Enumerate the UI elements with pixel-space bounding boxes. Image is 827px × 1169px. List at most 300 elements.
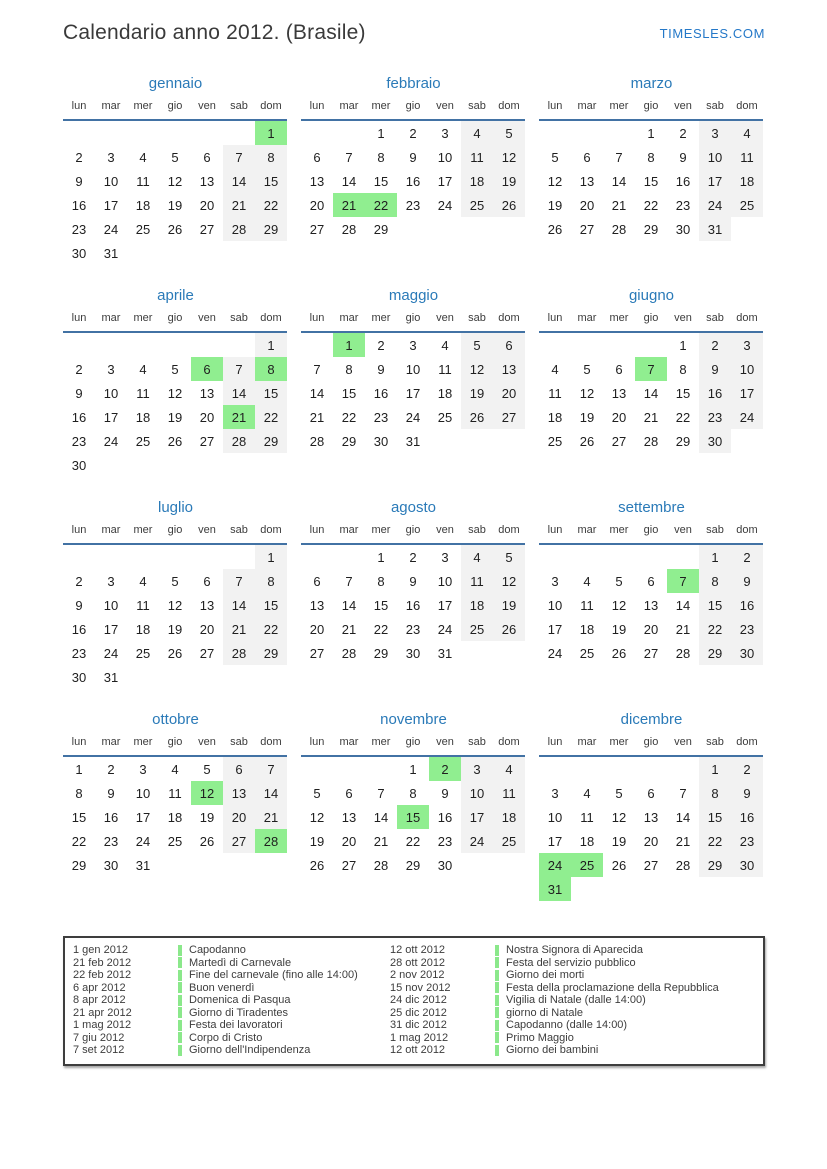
weekday-label: lun <box>539 309 571 332</box>
day-cell-empty <box>223 665 255 689</box>
day-cell: 16 <box>405 597 421 613</box>
legend-holiday-name: Giorno dell'Indipendenza <box>189 1044 311 1057</box>
day-cell: 28 <box>373 857 389 873</box>
day-cell-empty <box>301 756 333 781</box>
day-cell: 26 <box>579 433 595 449</box>
week-row <box>63 357 287 381</box>
month-febbraio <box>301 70 526 282</box>
legend-date: 28 ott 2012 <box>390 956 446 969</box>
day-cell: 16 <box>373 385 389 401</box>
day-cell: 19 <box>199 809 215 825</box>
day-cell: 5 <box>313 785 321 801</box>
day-cell-empty <box>571 877 603 901</box>
legend-date: 12 ott 2012 <box>390 1044 446 1057</box>
holiday-tick-icon <box>495 982 499 993</box>
day-cell-empty <box>127 665 159 689</box>
day-cell-weekend: 5 <box>493 544 525 569</box>
week-row <box>63 120 287 145</box>
day-cell-weekend: 29 <box>699 641 731 665</box>
week-row <box>301 217 525 241</box>
weekday-label: sab <box>461 521 493 544</box>
day-cell-weekend: 2 <box>731 544 763 569</box>
day-cell-weekend: 6 <box>493 332 525 357</box>
day-cell: 8 <box>377 573 385 589</box>
day-cell: 23 <box>71 433 87 449</box>
day-cell: 26 <box>167 221 183 237</box>
day-cell: 9 <box>441 785 449 801</box>
holiday-tick-icon <box>495 1007 499 1018</box>
day-cell-weekend: 23 <box>731 617 763 641</box>
month-title: luglio <box>157 499 194 516</box>
weekday-row <box>539 733 763 756</box>
day-cell: 15 <box>71 809 87 825</box>
weekday-row <box>301 733 525 756</box>
legend-row <box>73 1032 390 1045</box>
day-cell-weekend: 2 <box>699 332 731 357</box>
day-cell: 8 <box>647 149 655 165</box>
day-cell: 30 <box>71 669 87 685</box>
day-cell: 9 <box>679 149 687 165</box>
day-cell: 25 <box>135 645 151 661</box>
week-row <box>539 805 763 829</box>
day-cell-weekend: 11 <box>461 145 493 169</box>
week-row <box>63 145 287 169</box>
week-row <box>539 193 763 217</box>
day-cell: 16 <box>71 197 87 213</box>
day-cell: 7 <box>345 573 353 589</box>
day-cell-empty <box>429 429 461 453</box>
day-cell-empty <box>301 120 333 145</box>
day-cell: 12 <box>611 809 627 825</box>
weekday-header <box>301 733 525 756</box>
legend-date: 1 mag 2012 <box>73 1019 132 1032</box>
day-cell-weekend: 12 <box>461 357 493 381</box>
day-cell-holiday: 7 <box>667 569 699 593</box>
weekday-label: gio <box>159 309 191 332</box>
week-row <box>301 120 525 145</box>
legend-row <box>390 1044 759 1057</box>
day-cell-empty <box>667 756 699 781</box>
day-cell: 18 <box>579 833 595 849</box>
holiday-tick-icon <box>178 1032 182 1043</box>
week-row <box>63 781 287 805</box>
day-cell: 3 <box>409 337 417 353</box>
week-row <box>539 544 763 569</box>
day-cell: 3 <box>551 785 559 801</box>
day-cell: 26 <box>611 645 627 661</box>
weekday-label: lun <box>63 733 95 756</box>
weekday-label: mer <box>603 309 635 332</box>
day-cell-weekend: 14 <box>223 381 255 405</box>
day-cell: 1 <box>377 125 385 141</box>
week-row <box>301 641 525 665</box>
legend-row <box>73 982 390 995</box>
day-cell-weekend: 9 <box>699 357 731 381</box>
week-row <box>539 829 763 853</box>
months-grid <box>63 70 765 918</box>
weekday-row <box>301 309 525 332</box>
weekday-label: dom <box>731 733 763 756</box>
week-row <box>539 357 763 381</box>
day-cell: 14 <box>341 173 357 189</box>
day-cell-weekend: 30 <box>699 429 731 453</box>
weekday-label: gio <box>635 733 667 756</box>
day-cell-empty <box>255 241 287 265</box>
weekday-label: mer <box>127 521 159 544</box>
week-row <box>539 332 763 357</box>
day-cell: 19 <box>167 409 183 425</box>
weekday-label: sab <box>461 97 493 120</box>
holiday-tick-icon <box>178 945 182 956</box>
day-cell: 20 <box>309 621 325 637</box>
week-row <box>539 120 763 145</box>
day-cell: 12 <box>167 597 183 613</box>
day-cell-weekend: 18 <box>731 169 763 193</box>
week-row <box>539 405 763 429</box>
day-cell: 8 <box>345 361 353 377</box>
day-cell: 29 <box>405 857 421 873</box>
weekday-label: mer <box>603 733 635 756</box>
day-cell-holiday: 1 <box>255 120 287 145</box>
day-cell: 1 <box>679 337 687 353</box>
day-cell: 27 <box>643 857 659 873</box>
day-cell: 3 <box>139 761 147 777</box>
day-cell-weekend: 10 <box>699 145 731 169</box>
day-cell: 24 <box>437 197 453 213</box>
weekday-label: mar <box>95 309 127 332</box>
legend-holiday-name: Festa della proclamazione della Repubblica <box>506 981 719 994</box>
day-cell: 11 <box>580 809 594 825</box>
day-cell: 31 <box>135 857 151 873</box>
week-row <box>63 569 287 593</box>
day-cell: 3 <box>551 573 559 589</box>
day-cell: 25 <box>167 833 183 849</box>
day-cell-empty <box>571 332 603 357</box>
day-cell-weekend: 20 <box>493 381 525 405</box>
day-cell: 17 <box>547 621 563 637</box>
day-cell-weekend: 25 <box>493 829 525 853</box>
week-row <box>63 453 287 477</box>
day-cell: 9 <box>75 385 83 401</box>
holiday-tick-icon <box>178 970 182 981</box>
day-cell-weekend: 17 <box>699 169 731 193</box>
day-cell-empty <box>493 641 525 665</box>
day-cell: 7 <box>313 361 321 377</box>
day-cell: 29 <box>643 221 659 237</box>
weekday-label: mar <box>571 521 603 544</box>
day-cell: 11 <box>438 361 452 377</box>
legend-holiday-name: Capodanno <box>189 944 246 957</box>
day-cell: 4 <box>551 361 559 377</box>
day-cell-empty <box>95 120 127 145</box>
day-cell-empty <box>127 544 159 569</box>
day-cell-empty <box>191 241 223 265</box>
day-cell: 13 <box>341 809 357 825</box>
week-row <box>301 357 525 381</box>
month-title: ottobre <box>152 711 199 728</box>
day-cell: 21 <box>373 833 389 849</box>
day-cell: 3 <box>441 125 449 141</box>
legend-date: 7 giu 2012 <box>73 1031 125 1044</box>
day-cell: 13 <box>309 597 325 613</box>
day-cell-weekend: 29 <box>255 217 287 241</box>
week-row <box>63 544 287 569</box>
weekday-label: lun <box>301 521 333 544</box>
weekday-label: ven <box>191 521 223 544</box>
month-gennaio <box>63 70 288 282</box>
day-cell-empty <box>63 332 95 357</box>
day-cell: 27 <box>199 645 215 661</box>
day-cell-empty <box>539 756 571 781</box>
weekday-label: mar <box>333 521 365 544</box>
legend-row <box>390 1019 759 1032</box>
day-cell: 17 <box>103 197 119 213</box>
week-row <box>63 617 287 641</box>
weekday-label: mer <box>365 521 397 544</box>
month-table <box>539 97 763 241</box>
day-cell: 13 <box>309 173 325 189</box>
day-cell: 12 <box>167 173 183 189</box>
legend-row <box>390 1007 759 1020</box>
day-cell: 29 <box>373 221 389 237</box>
month-title: agosto <box>390 499 437 516</box>
legend-holiday-name: giorno di Natale <box>506 1006 584 1019</box>
day-cell: 24 <box>103 433 119 449</box>
day-cell: 4 <box>139 361 147 377</box>
day-cell: 21 <box>309 409 325 425</box>
day-cell: 26 <box>309 857 325 873</box>
weekday-header <box>63 309 287 332</box>
week-row <box>301 756 525 781</box>
site-link[interactable]: TIMESLES.COM <box>659 25 765 41</box>
day-cell: 10 <box>437 573 453 589</box>
month-title: gennaio <box>148 75 203 92</box>
weekday-label: mer <box>365 733 397 756</box>
day-cell-weekend: 22 <box>255 405 287 429</box>
day-cell: 17 <box>405 385 421 401</box>
week-row <box>63 756 287 781</box>
day-cell: 27 <box>309 645 325 661</box>
day-cell: 6 <box>647 785 655 801</box>
day-cell-weekend: 4 <box>493 756 525 781</box>
day-cell-empty <box>255 453 287 477</box>
day-cell: 2 <box>75 573 83 589</box>
day-cell: 24 <box>405 409 421 425</box>
day-cell: 18 <box>579 621 595 637</box>
day-cell-weekend: 1 <box>255 332 287 357</box>
month-title: giugno <box>628 287 675 304</box>
weekday-label: mer <box>603 97 635 120</box>
legend-holiday-name: Giorno di Tiradentes <box>189 1006 289 1019</box>
weekday-label: ven <box>191 309 223 332</box>
day-cell-empty <box>539 544 571 569</box>
day-cell: 25 <box>579 645 595 661</box>
day-cell-empty <box>667 877 699 901</box>
day-cell-weekend: 22 <box>699 829 731 853</box>
month-maggio <box>301 282 526 494</box>
day-cell: 9 <box>75 173 83 189</box>
week-row <box>63 405 287 429</box>
month-ottobre <box>63 706 288 918</box>
weekday-row <box>539 309 763 332</box>
month-days <box>63 120 287 265</box>
weekday-label: mar <box>333 97 365 120</box>
day-cell: 14 <box>373 809 389 825</box>
legend-holiday-name: Giorno dei morti <box>506 969 585 982</box>
day-cell: 25 <box>437 409 453 425</box>
day-cell: 15 <box>341 385 357 401</box>
day-cell-holiday: 21 <box>223 405 255 429</box>
week-row <box>539 569 763 593</box>
day-cell-weekend: 30 <box>731 641 763 665</box>
day-cell: 27 <box>611 433 627 449</box>
day-cell: 10 <box>103 385 119 401</box>
day-cell-empty <box>667 544 699 569</box>
day-cell: 18 <box>437 385 453 401</box>
day-cell-empty <box>159 241 191 265</box>
day-cell-weekend: 23 <box>731 829 763 853</box>
day-cell-empty <box>699 877 731 901</box>
day-cell-holiday: 8 <box>255 357 287 381</box>
weekday-label: lun <box>63 521 95 544</box>
day-cell: 13 <box>643 597 659 613</box>
day-cell: 7 <box>377 785 385 801</box>
weekday-label: gio <box>635 521 667 544</box>
legend-column-right <box>390 944 759 1057</box>
day-cell-weekend: 1 <box>699 756 731 781</box>
day-cell: 26 <box>611 857 627 873</box>
legend-date: 15 nov 2012 <box>390 981 451 994</box>
legend-date: 22 feb 2012 <box>73 969 132 982</box>
day-cell: 23 <box>373 409 389 425</box>
day-cell: 26 <box>199 833 215 849</box>
legend-row <box>73 969 390 982</box>
day-cell-weekend: 5 <box>493 120 525 145</box>
weekday-label: sab <box>461 309 493 332</box>
day-cell: 1 <box>409 761 417 777</box>
weekday-label: dom <box>493 309 525 332</box>
weekday-label: mer <box>603 521 635 544</box>
day-cell-empty <box>223 332 255 357</box>
day-cell: 13 <box>611 385 627 401</box>
day-cell: 15 <box>643 173 659 189</box>
day-cell: 22 <box>71 833 87 849</box>
day-cell: 29 <box>373 645 389 661</box>
day-cell-weekend: 29 <box>255 429 287 453</box>
weekday-header <box>301 521 525 544</box>
weekday-row <box>301 97 525 120</box>
day-cell: 5 <box>171 573 179 589</box>
legend-row <box>390 957 759 970</box>
legend-holiday-name: Giorno dei bambini <box>506 1044 599 1057</box>
day-cell: 20 <box>199 409 215 425</box>
day-cell: 2 <box>107 761 115 777</box>
month-title: dicembre <box>620 711 683 728</box>
week-row <box>63 332 287 357</box>
week-row <box>539 429 763 453</box>
month-table <box>63 97 287 265</box>
month-giugno <box>539 282 764 494</box>
weekday-label: ven <box>667 521 699 544</box>
weekday-label: ven <box>191 733 223 756</box>
day-cell: 24 <box>103 645 119 661</box>
day-cell-weekend: 7 <box>223 145 255 169</box>
day-cell-weekend: 14 <box>255 781 287 805</box>
day-cell: 12 <box>167 385 183 401</box>
weekday-label: gio <box>635 309 667 332</box>
weekday-label: lun <box>539 733 571 756</box>
day-cell: 28 <box>611 221 627 237</box>
day-cell: 6 <box>647 573 655 589</box>
day-cell-weekend: 16 <box>731 593 763 617</box>
day-cell: 13 <box>199 173 215 189</box>
day-cell: 24 <box>103 221 119 237</box>
day-cell: 16 <box>437 809 453 825</box>
day-cell: 27 <box>199 221 215 237</box>
month-table <box>63 733 287 877</box>
week-row <box>301 781 525 805</box>
day-cell: 8 <box>409 785 417 801</box>
day-cell: 5 <box>551 149 559 165</box>
weekday-label: sab <box>699 521 731 544</box>
day-cell: 28 <box>675 857 691 873</box>
day-cell-empty <box>63 120 95 145</box>
week-row <box>301 405 525 429</box>
day-cell: 12 <box>579 385 595 401</box>
day-cell: 27 <box>309 221 325 237</box>
holiday-tick-icon <box>495 957 499 968</box>
day-cell-holiday: 2 <box>429 756 461 781</box>
day-cell-weekend: 28 <box>223 217 255 241</box>
legend-date: 1 gen 2012 <box>73 944 129 957</box>
day-cell: 20 <box>611 409 627 425</box>
day-cell: 31 <box>103 245 119 261</box>
day-cell-weekend: 26 <box>461 405 493 429</box>
day-cell-weekend: 15 <box>255 169 287 193</box>
day-cell: 1 <box>377 549 385 565</box>
month-table <box>301 309 525 453</box>
weekday-label: sab <box>223 733 255 756</box>
page-title: Calendario anno 2012. (Brasile) <box>63 21 366 44</box>
legend-row <box>73 944 390 957</box>
legend-date: 25 dic 2012 <box>390 1006 447 1019</box>
day-cell: 15 <box>373 173 389 189</box>
day-cell-empty <box>635 877 667 901</box>
day-cell-empty <box>731 877 763 901</box>
week-row <box>301 429 525 453</box>
day-cell-weekend: 11 <box>493 781 525 805</box>
day-cell: 4 <box>441 337 449 353</box>
day-cell-weekend: 18 <box>493 805 525 829</box>
day-cell-weekend: 4 <box>461 544 493 569</box>
weekday-label: dom <box>493 521 525 544</box>
day-cell: 27 <box>643 645 659 661</box>
weekday-label: dom <box>255 97 287 120</box>
legend-date: 21 apr 2012 <box>73 1006 132 1019</box>
month-aprile <box>63 282 288 494</box>
day-cell: 25 <box>547 433 563 449</box>
legend-date: 12 ott 2012 <box>390 944 446 957</box>
week-row <box>539 617 763 641</box>
day-cell: 21 <box>675 833 691 849</box>
day-cell-empty <box>603 877 635 901</box>
holiday-tick-icon <box>178 1020 182 1031</box>
weekday-label: mar <box>571 309 603 332</box>
day-cell-empty <box>191 453 223 477</box>
day-cell-weekend: 24 <box>699 193 731 217</box>
day-cell: 14 <box>643 385 659 401</box>
holiday-tick-icon <box>178 1045 182 1056</box>
